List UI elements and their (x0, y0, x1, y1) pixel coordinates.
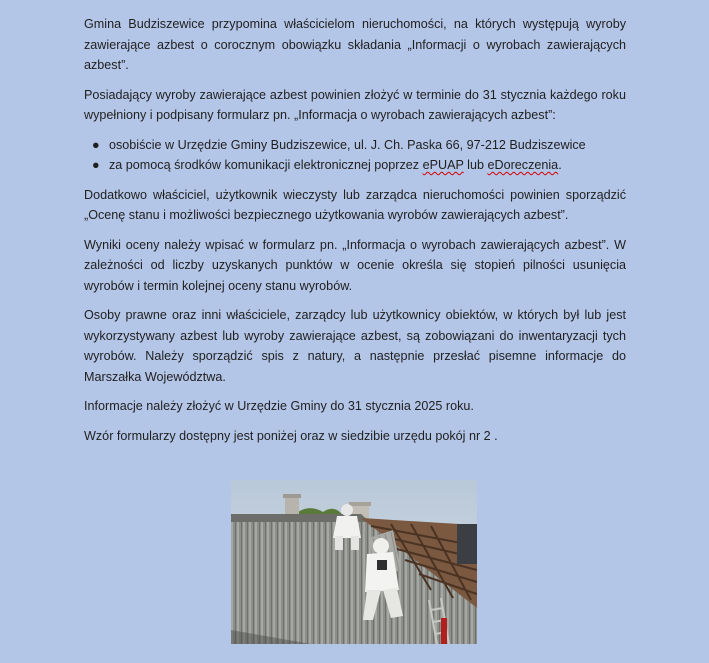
list-item-text: lub (467, 158, 484, 172)
paragraph-submission-date: Informacje należy złożyć w Urzędzie Gminy do 31 stycznia 2025 roku. (84, 399, 474, 413)
list-item-text: . (558, 158, 562, 172)
asbestos-removal-photo (231, 480, 477, 644)
paragraph-intro: Gmina Budziszewice przypomina właścicielom nieruchomości, na których występują wyroby zawierające azbest o corocznym obowiązku składania „Informacji o wyrobach zawierających azbest”. (84, 17, 626, 72)
edoreczenia-word[interactable]: eDoreczenia (487, 158, 559, 172)
bullet-icon: ● (92, 137, 100, 152)
paragraph-deadline: Posiadający wyroby zawierające azbest powinien złożyć w terminie do 31 stycznia każdego roku wypełniony i podpisany formularz pn. „Informacja o wyrobach zawierających azbest”: (84, 87, 626, 122)
document-body (84, 14, 626, 455)
paragraph-assessment: Dodatkowo właściciel, użytkownik wieczysty lub zarządca nieruchomości powinien sporządzić „Ocenę stanu i możliwości bezpiecznego użytkowania wyrobów zawierających azbest”. (84, 187, 626, 222)
paragraph-legal-entities: Osoby prawne oraz inni właściciele, zarządcy lub użytkownicy obiektów, w których był lub jest wykorzystywany azbest lub wyroby zawierające azbest, są zobowiązani do inwentaryzacji tych wyrobów. Należy sporządzić spis z natury, a następnie przesłać pisemne informacje do Marszałka Województwa. (84, 308, 626, 384)
paragraph-results: Wyniki oceny należy wpisać w formularz pn. „Informacja o wyrobach zawierających azbest”. W zależności od liczby uzyskanych punktów w ocenie określa się stopień pilności usunięcia wyrobów i termin kolejnej oceny stanu wyrobów. (84, 237, 626, 293)
list-item-electronic (92, 155, 626, 176)
list-item-text: osobiście w Urzędzie Gminy Budziszewice, ul. J. Ch. Paska 66, 97-212 Budziszewice (109, 137, 586, 152)
paragraph-forms: Wzór formularzy dostępny jest poniżej oraz w siedzibie urzędu pokój nr 2 . (84, 428, 498, 443)
list-item-text: za pomocą środków komunikacji elektronicznej poprzez (109, 158, 420, 172)
submission-methods-list (84, 135, 626, 176)
epuap-word[interactable]: ePUAP (422, 158, 464, 172)
list-item-in-person (92, 135, 626, 156)
bullet-icon: ● (92, 158, 100, 172)
